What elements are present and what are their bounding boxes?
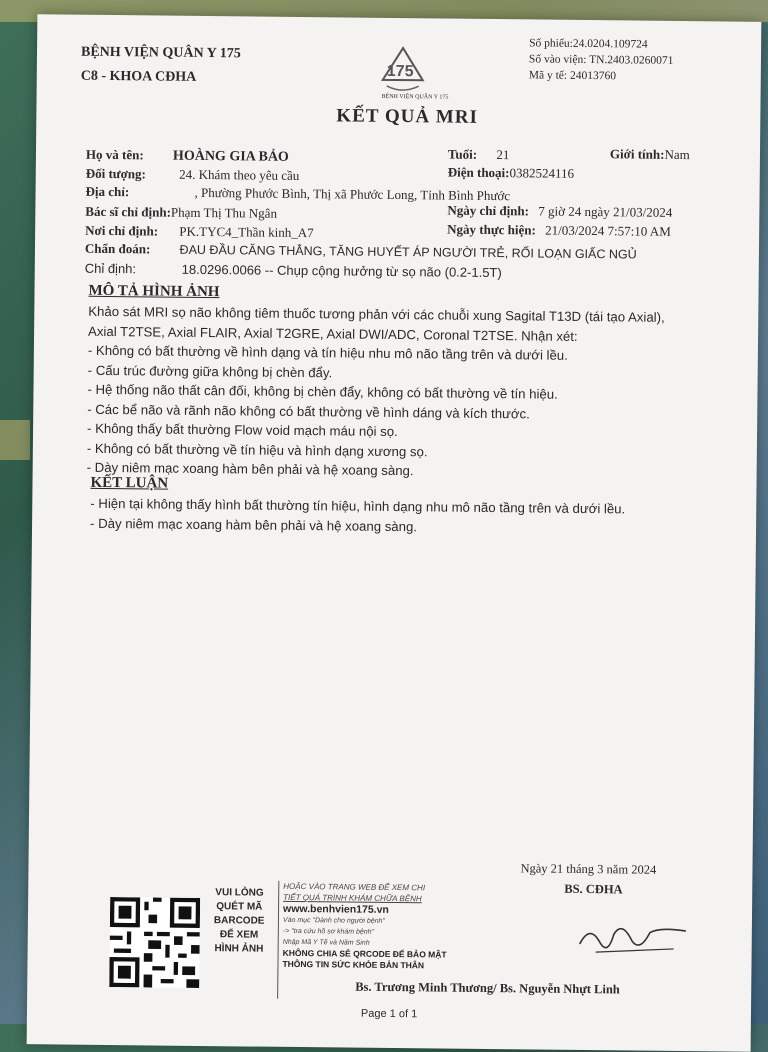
scan-line: BARCODE [213, 915, 265, 927]
admission-number: Số vào viện: TN.2403.0260071 [528, 53, 674, 67]
scan-line: VUI LÒNG [215, 887, 264, 899]
web-line: HOẶC VÀO TRANG WEB ĐỂ XEM CHI [283, 881, 426, 893]
patient-phone: 0382524116 [509, 165, 575, 181]
exec-date-row [447, 222, 671, 240]
department-name: C8 - KHOA CĐHA [80, 68, 197, 85]
report-title: KẾT QUẢ MRI [336, 105, 479, 128]
address-label: Địa chỉ: [85, 183, 130, 200]
medical-code: Mã y tế: 24013760 [528, 69, 617, 83]
order-date-row [447, 203, 672, 221]
privacy-note: KHÔNG CHIA SẺ QRCODE ĐỂ BẢO MẬT [282, 947, 447, 960]
patient-subject: 24. Khám theo yêu cầu [179, 166, 300, 183]
hospital-logo-icon [373, 40, 434, 97]
patient-name: HOÀNG GIA BẢO [172, 148, 289, 165]
conclusion-body [90, 494, 625, 539]
doctor-label: Bác sĩ chỉ định: [85, 203, 172, 220]
sign-title: BS. CĐHA [564, 881, 623, 897]
patient-age: 21 [496, 147, 510, 163]
scan-line: QUÉT MÃ [216, 901, 263, 913]
conclusion-item: - Hiện tại không thấy hình bất thường tín hiệu, hình dạng nhu mô não tầng trên và dưới lều. [90, 495, 626, 517]
subject-row [86, 166, 300, 184]
description-intro: Axial T2TSE, Axial FLAIR, Axial T2GRE, Axial DWI/ADC, Coronal T2TSE. Nhận xét: [88, 323, 578, 344]
diagnosis-row [85, 241, 637, 263]
patient-gender: Nam [664, 146, 690, 163]
doctor-names: Bs. Trương Minh Thương/ Bs. Nguyễn Nhựt Linh [355, 979, 620, 997]
description-heading: MÔ TẢ HÌNH ẢNH [88, 282, 220, 301]
description-item: - Không thấy bất thường Flow void mạch máu nội sọ. [87, 420, 398, 440]
place-row [85, 223, 314, 241]
ordering-doctor: Phạm Thị Thu Ngân [170, 204, 278, 221]
name-label: Họ và tên: [85, 146, 144, 163]
phone-label: Điện thoại: [447, 164, 510, 181]
conclusion-heading: KẾT LUẬN [90, 474, 169, 492]
description-intro: Khảo sát MRI sọ não không tiêm thuốc tương phản với các chuỗi xung Sagital T13D (tái tạo Axial), [88, 303, 665, 325]
background-stripe [0, 420, 30, 460]
website-link[interactable]: www.benhvien175.vn [282, 902, 389, 916]
description-item: - Dày niêm mạc xoang hàm bên phải và hệ xoang sàng. [86, 459, 414, 479]
web-step: Nhập Mã Y Tế và Năm Sinh [282, 938, 370, 947]
order-place: PK.TYC4_Thần kinh_A7 [179, 223, 314, 241]
gender-row [610, 146, 690, 163]
description-item: - Không có bất thường về tín hiệu và hình dạng xương sọ. [86, 440, 428, 459]
svg-text:175: 175 [386, 62, 414, 81]
logo-caption: BỆNH VIỆN QUÂN Y 175 [381, 93, 449, 101]
scan-line: HÌNH ẢNH [214, 943, 264, 955]
ticket-number: Số phiếu:24.0204.109724 [529, 37, 648, 51]
description-body [87, 302, 665, 484]
hospital-name: BỆNH VIỆN QUÂN Y 175 [80, 44, 241, 62]
name-row [86, 147, 289, 166]
indication: 18.0296.0066 -- Chụp cộng hưởng từ sọ não (0.2-1.5T) [181, 261, 502, 281]
indication-row [85, 261, 502, 280]
web-step: -> "tra cứu hồ sơ khám bệnh" [282, 927, 375, 936]
exec-date-label: Ngày thực hiện: [447, 221, 536, 238]
place-label: Nơi chỉ định: [85, 222, 159, 239]
description-item: - Không có bất thường về hình dạng và tín hiệu nhu mô não tầng trên và dưới lều. [87, 342, 568, 363]
scan-instructions [214, 886, 265, 957]
scan-line: ĐỂ XEM [219, 929, 259, 941]
mri-report-paper [27, 14, 762, 1052]
exec-date: 21/03/2024 7:57:10 AM [545, 222, 671, 239]
gender-label: Giới tính: [609, 146, 665, 162]
doctor-signature [574, 912, 695, 963]
description-item: - Cấu trúc đường giữa không bị chèn đẩy. [87, 362, 333, 380]
report-date: Ngày 21 tháng 3 năm 2024 [520, 861, 657, 877]
address-row [85, 184, 510, 204]
web-step: Vào mục "Dành cho người bệnh" [282, 916, 385, 925]
ticket-info [529, 35, 674, 85]
indication-label: Chỉ định: [84, 260, 137, 277]
order-date: 7 giờ 24 ngày 21/03/2024 [538, 203, 673, 220]
qr-code-icon[interactable] [109, 897, 200, 988]
description-item: - Hệ thống não thất cân đối, không bị chèn đẩy, không có bất thường về tín hiệu. [87, 381, 558, 402]
diagnosis: ĐAU ĐẦU CĂNG THẲNG, TĂNG HUYẾT ÁP NGƯỜI TRẺ, RỐI LOẠN GIẤC NGỦ [179, 242, 637, 262]
page-number: Page 1 of 1 [360, 1007, 418, 1021]
phone-row [448, 165, 574, 182]
conclusion-item: - Dày niêm mạc xoang hàm bên phải và hệ xoang sàng. [90, 515, 418, 534]
subject-label: Đối tượng: [85, 165, 146, 182]
privacy-note: THÔNG TIN SỨC KHỎE BẢN THÂN [282, 958, 425, 971]
doctor-row [85, 204, 277, 222]
age-row [448, 147, 510, 164]
age-label: Tuổi: [447, 146, 478, 162]
description-item: - Các bể não và rãnh não không có bất thường về hình dáng và kích thước. [87, 401, 530, 421]
patient-address: , Phường Phước Bình, Thị xã Phước Long, Tỉnh Bình Phước [194, 184, 511, 204]
web-line: TIẾT QUÁ TRÌNH KHÁM CHỮA BỆNH [283, 892, 422, 904]
diagnosis-label: Chẩn đoán: [84, 240, 151, 257]
order-date-label: Ngày chỉ định: [447, 202, 530, 219]
